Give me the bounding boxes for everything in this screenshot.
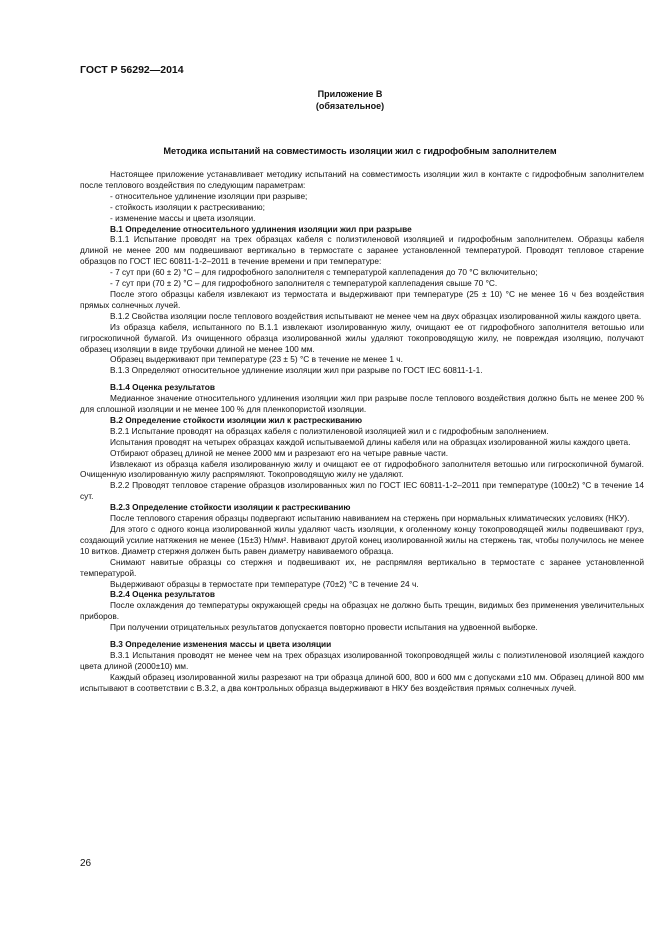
list-item: - стойкость изоляции к растрескиванию;	[110, 201, 265, 212]
paragraph: Образец выдерживают при температуре (23 ± 5) °С в течение не менее 1 ч.	[110, 354, 403, 365]
paragraph: Медианное значение относительного удлинения изоляции жил при разрыве после теплового воздействия должно быть не менее 200 % для сплошной изоляции и не менее 100 % для пленкопористой изоляции.	[80, 393, 644, 415]
section-heading: В.2.3 Определение стойкости изоляции к растрескиванию	[110, 502, 351, 513]
paragraph: Настоящее приложение устанавливает методику испытаний на совместимость изоляции жил в контакте с гидрофобным заполнителем после теплового воздействия по следующим параметрам:	[80, 169, 644, 190]
paragraph: Выдерживают образцы в термостате при температуре (70±2) °С в течение 24 ч.	[110, 578, 419, 589]
standard-code: ГОСТ Р 56292—2014	[80, 64, 184, 76]
body-text	[80, 169, 644, 694]
paragraph: - 7 сут при (60 ± 2) °С – для гидрофобного заполнителя с температурой каплепадения до 70 °С включительно;	[110, 267, 538, 278]
paragraph: Извлекают из образца кабеля изолированную жилу и очищают ее от гидрофобного заполнителя ветошью или гигроскопичной бумагой. Очищенную изолированную жилу распрямляют. Токопроводящую жилу не удаляют.	[80, 458, 644, 480]
section-heading: В.1 Определение относительного удлинения изоляции жил при разрыве	[110, 223, 412, 234]
section-heading: В.2 Определение стойкости изоляции жил к растрескиванию	[110, 414, 363, 425]
paragraph: В.3.1 Испытания проводят не менее чем на трех образцах изолированной токопроводящей жилы с полиэтиленовой изоляцией каждого цвета длиной (2000±10) мм.	[80, 649, 644, 671]
paragraph: После этого образцы кабеля извлекают из термостата и выдерживают при температуре (25 ± 10) °С не менее 16 ч без воздействия прямых солнечных лучей.	[80, 288, 644, 310]
paragraph: Отбирают образец длиной не менее 2000 мм и разрезают его на четыре равные части.	[110, 447, 449, 458]
section-heading: В.1.4 Оценка результатов	[110, 382, 215, 393]
paragraph: Каждый образец изолированной жилы разрезают на три образца длиной 600, 800 и 600 мм с допусками ±10 мм. Образец длиной 800 мм испытывают в соответствии с В.3.2, а два контрольных образца выдерживают в НКУ без воздействия прямых солнечных лучей.	[80, 671, 644, 693]
paragraph: В.1.3 Определяют относительное удлинение изоляции жил при разрыве по ГОСТ IEC 60811-1-1.	[110, 365, 483, 376]
method-title: Методика испытаний на совместимость изоляции жил с гидрофобным заполнителем	[163, 146, 557, 156]
annex-status: (обязательное)	[315, 101, 385, 111]
paragraph: В.2.2 Проводят тепловое старение образцов изолированных жил по ГОСТ IEC 60811-1-2–2011 при температуре (100±2) °С в течение 14 сут.	[80, 480, 644, 502]
list-item: - относительное удлинение изоляции при разрыве;	[110, 190, 308, 201]
paragraph: Снимают навитые образцы со стержня и подвешивают их, не распрямляя вертикально в термостате с заранее установленной температурой.	[80, 556, 644, 578]
paragraph: При получении отрицательных результатов допускается повторно провести испытания на удвоенной выборке.	[110, 622, 538, 633]
section-heading: В.2.4 Оценка результатов	[110, 589, 215, 600]
paragraph: - 7 сут при (70 ± 2) °С – для гидрофобного заполнителя с температурой каплепадения свыше 70 °С.	[110, 278, 498, 289]
paragraph: В.2.1 Испытание проводят на образцах кабеля с полиэтиленовой изоляцией жил и с гидрофобным заполнением.	[110, 425, 549, 436]
paragraph: После теплового старения образцы подвергают испытанию навиванием на стержень при нормальных климатических условиях (НКУ).	[110, 513, 630, 524]
paragraph: После охлаждения до температуры окружающей среды на образцах не должно быть трещин, видимых без применения увеличительных приборов.	[80, 600, 644, 622]
paragraph: Для этого с одного конца изолированной жилы удаляют часть изоляции, к оголенному концу токопроводящей жилы подвешивают груз, создающий усилие натяжения не менее (15±3) Н/мм². Навивают другой конец изолированной жилы на стержень так, чтобы получилось не менее 10 витков. Диаметр стержня должен быть равен диаметру навиваемого образца.	[80, 524, 644, 556]
annex-heading	[290, 88, 410, 112]
paragraph: Испытания проводят на четырех образцах каждой испытываемой длины кабеля или на образцах изолированной жилы каждого цвета.	[110, 436, 631, 447]
page-number: 26	[80, 858, 92, 869]
paragraph: Из образца кабеля, испытанного по В.1.1 извлекают изолированную жилу, очищают ее от гидрофобного заполнителя ветошью или гигроскопичной бумагой. Из очищенного образца изолированной жилы удаляют токопроводящую жилу, не повреждая изоляцию, получают образец изоляции в виде трубочки длиной не менее 100 мм.	[80, 321, 644, 354]
section-heading: В.3 Определение изменения массы и цвета изоляции	[110, 639, 332, 650]
paragraph: В.1.2 Свойства изоляции после теплового воздействия испытывают не менее чем на двух образцах изолированной жилы каждого цвета.	[110, 310, 642, 321]
list-item: - изменение массы и цвета изоляции.	[110, 212, 256, 223]
annex-title: Приложение В	[317, 89, 383, 99]
paragraph: В.1.1 Испытание проводят на трех образцах кабеля с полиэтиленовой изоляцией и гидрофобным заполнителем. Образцы кабеля длиной не менее 200 мм подвешивают вертикально в термостате с заранее установленной температурой. Проводят тепловое старение образцов по ГОСТ IEC 60811-1-2–2011 в течение времени и при температуре:	[80, 234, 644, 267]
